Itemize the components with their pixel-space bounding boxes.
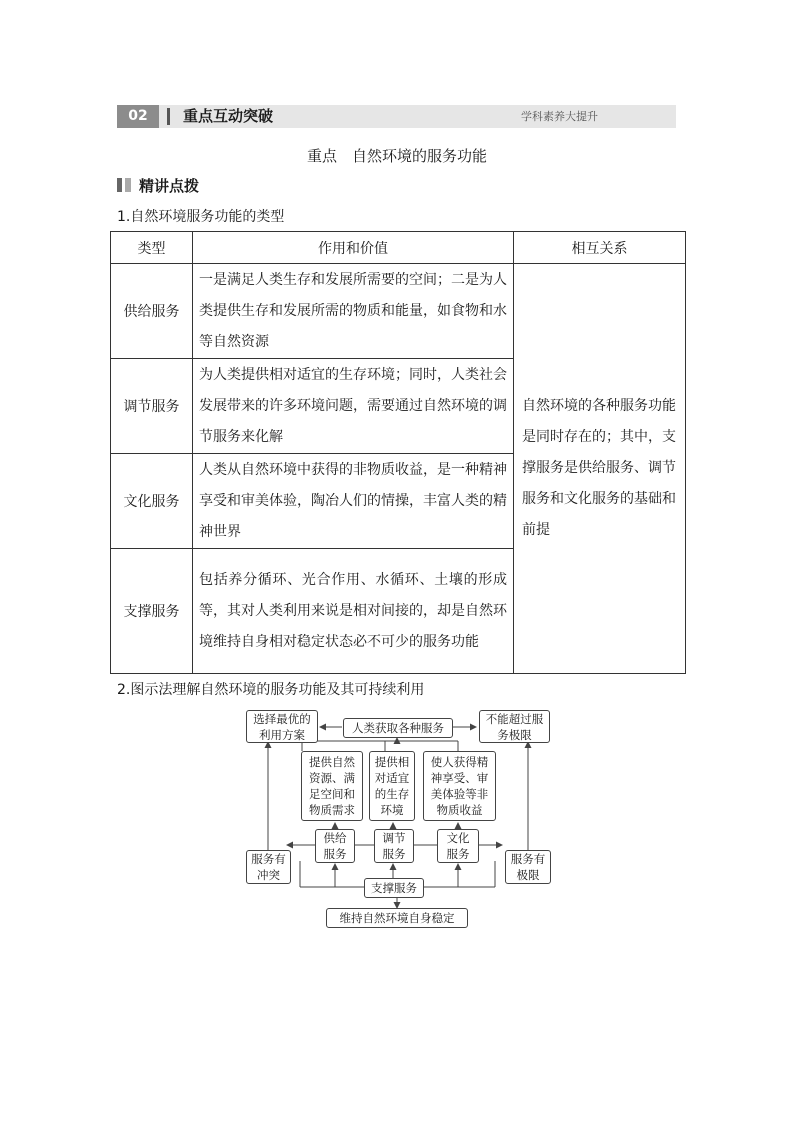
regulate-service-box: 调节服务 [374, 829, 414, 863]
section-banner [117, 105, 676, 128]
section-title: 重点互动突破 [183, 107, 274, 125]
section-number: 02 [117, 105, 159, 128]
header-value: 作用和价值 [193, 232, 514, 264]
subheading-diagram: 2.图示法理解自然环境的服务功能及其可持续利用 [117, 682, 425, 698]
relation-cell: 自然环境的各种服务功能是同时存在的；其中，支撑服务是供给服务、调节服务和文化服务的基础和前提 [514, 264, 686, 674]
service-conflict-box: 服务有冲突 [246, 850, 291, 884]
supply-service-box: 供给服务 [315, 829, 355, 863]
header-type: 类型 [111, 232, 193, 264]
section-tag: 学科素养大提升 [521, 110, 598, 123]
page-title: 重点 自然环境的服务功能 [306, 147, 487, 165]
row-value: 一是满足人类生存和发展所需要的空间；二是为人类提供生存和发展所需的物质和能量，如食物和水等自然资源 [193, 264, 514, 359]
row-type: 供给服务 [111, 264, 193, 359]
provide-spiritual-box: 使人获得精神享受、审美体验等非物质收益 [423, 751, 496, 821]
row-value: 包括养分循环、光合作用、水循环、土壤的形成等，其对人类利用来说是相对间接的，却是自然环境维持自身相对稳定状态必不可少的服务功能 [193, 549, 514, 674]
section-heading-label: 精讲点拨 [139, 176, 200, 195]
best-plan-box: 选择最优的利用方案 [246, 710, 318, 743]
provide-resources-box: 提供自然资源、满足空间和物质需求 [301, 751, 363, 821]
header-relation: 相互关系 [514, 232, 686, 264]
row-type: 文化服务 [111, 454, 193, 549]
service-limit-box: 服务有极限 [505, 850, 551, 884]
section-marker-icon [117, 178, 131, 192]
subheading-types: 1.自然环境服务功能的类型 [117, 209, 285, 225]
culture-service-box: 文化服务 [437, 829, 479, 863]
section-heading [117, 176, 199, 194]
table-header-row [111, 232, 686, 264]
row-type: 支撑服务 [111, 549, 193, 674]
stability-box: 维持自然环境自身稳定 [326, 908, 468, 928]
row-value: 人类从自然环境中获得的非物质收益，是一种精神享受和审美体验，陶冶人们的情操，丰富人类的精神世界 [193, 454, 514, 549]
row-type: 调节服务 [111, 359, 193, 454]
row-value: 为人类提供相对适宜的生存环境；同时，人类社会发展带来的许多环境问题，需要通过自然环境的调节服务来化解 [193, 359, 514, 454]
limit-box: 不能超过服务极限 [479, 710, 550, 743]
banner-divider [167, 108, 170, 125]
services-flow-diagram [240, 705, 560, 930]
support-service-box: 支撑服务 [364, 878, 424, 898]
obtain-services-box: 人类获取各种服务 [343, 718, 453, 738]
provide-environment-box: 提供相对适宜的生存环境 [369, 751, 415, 821]
table-row [111, 264, 686, 359]
service-types-table [110, 231, 686, 674]
